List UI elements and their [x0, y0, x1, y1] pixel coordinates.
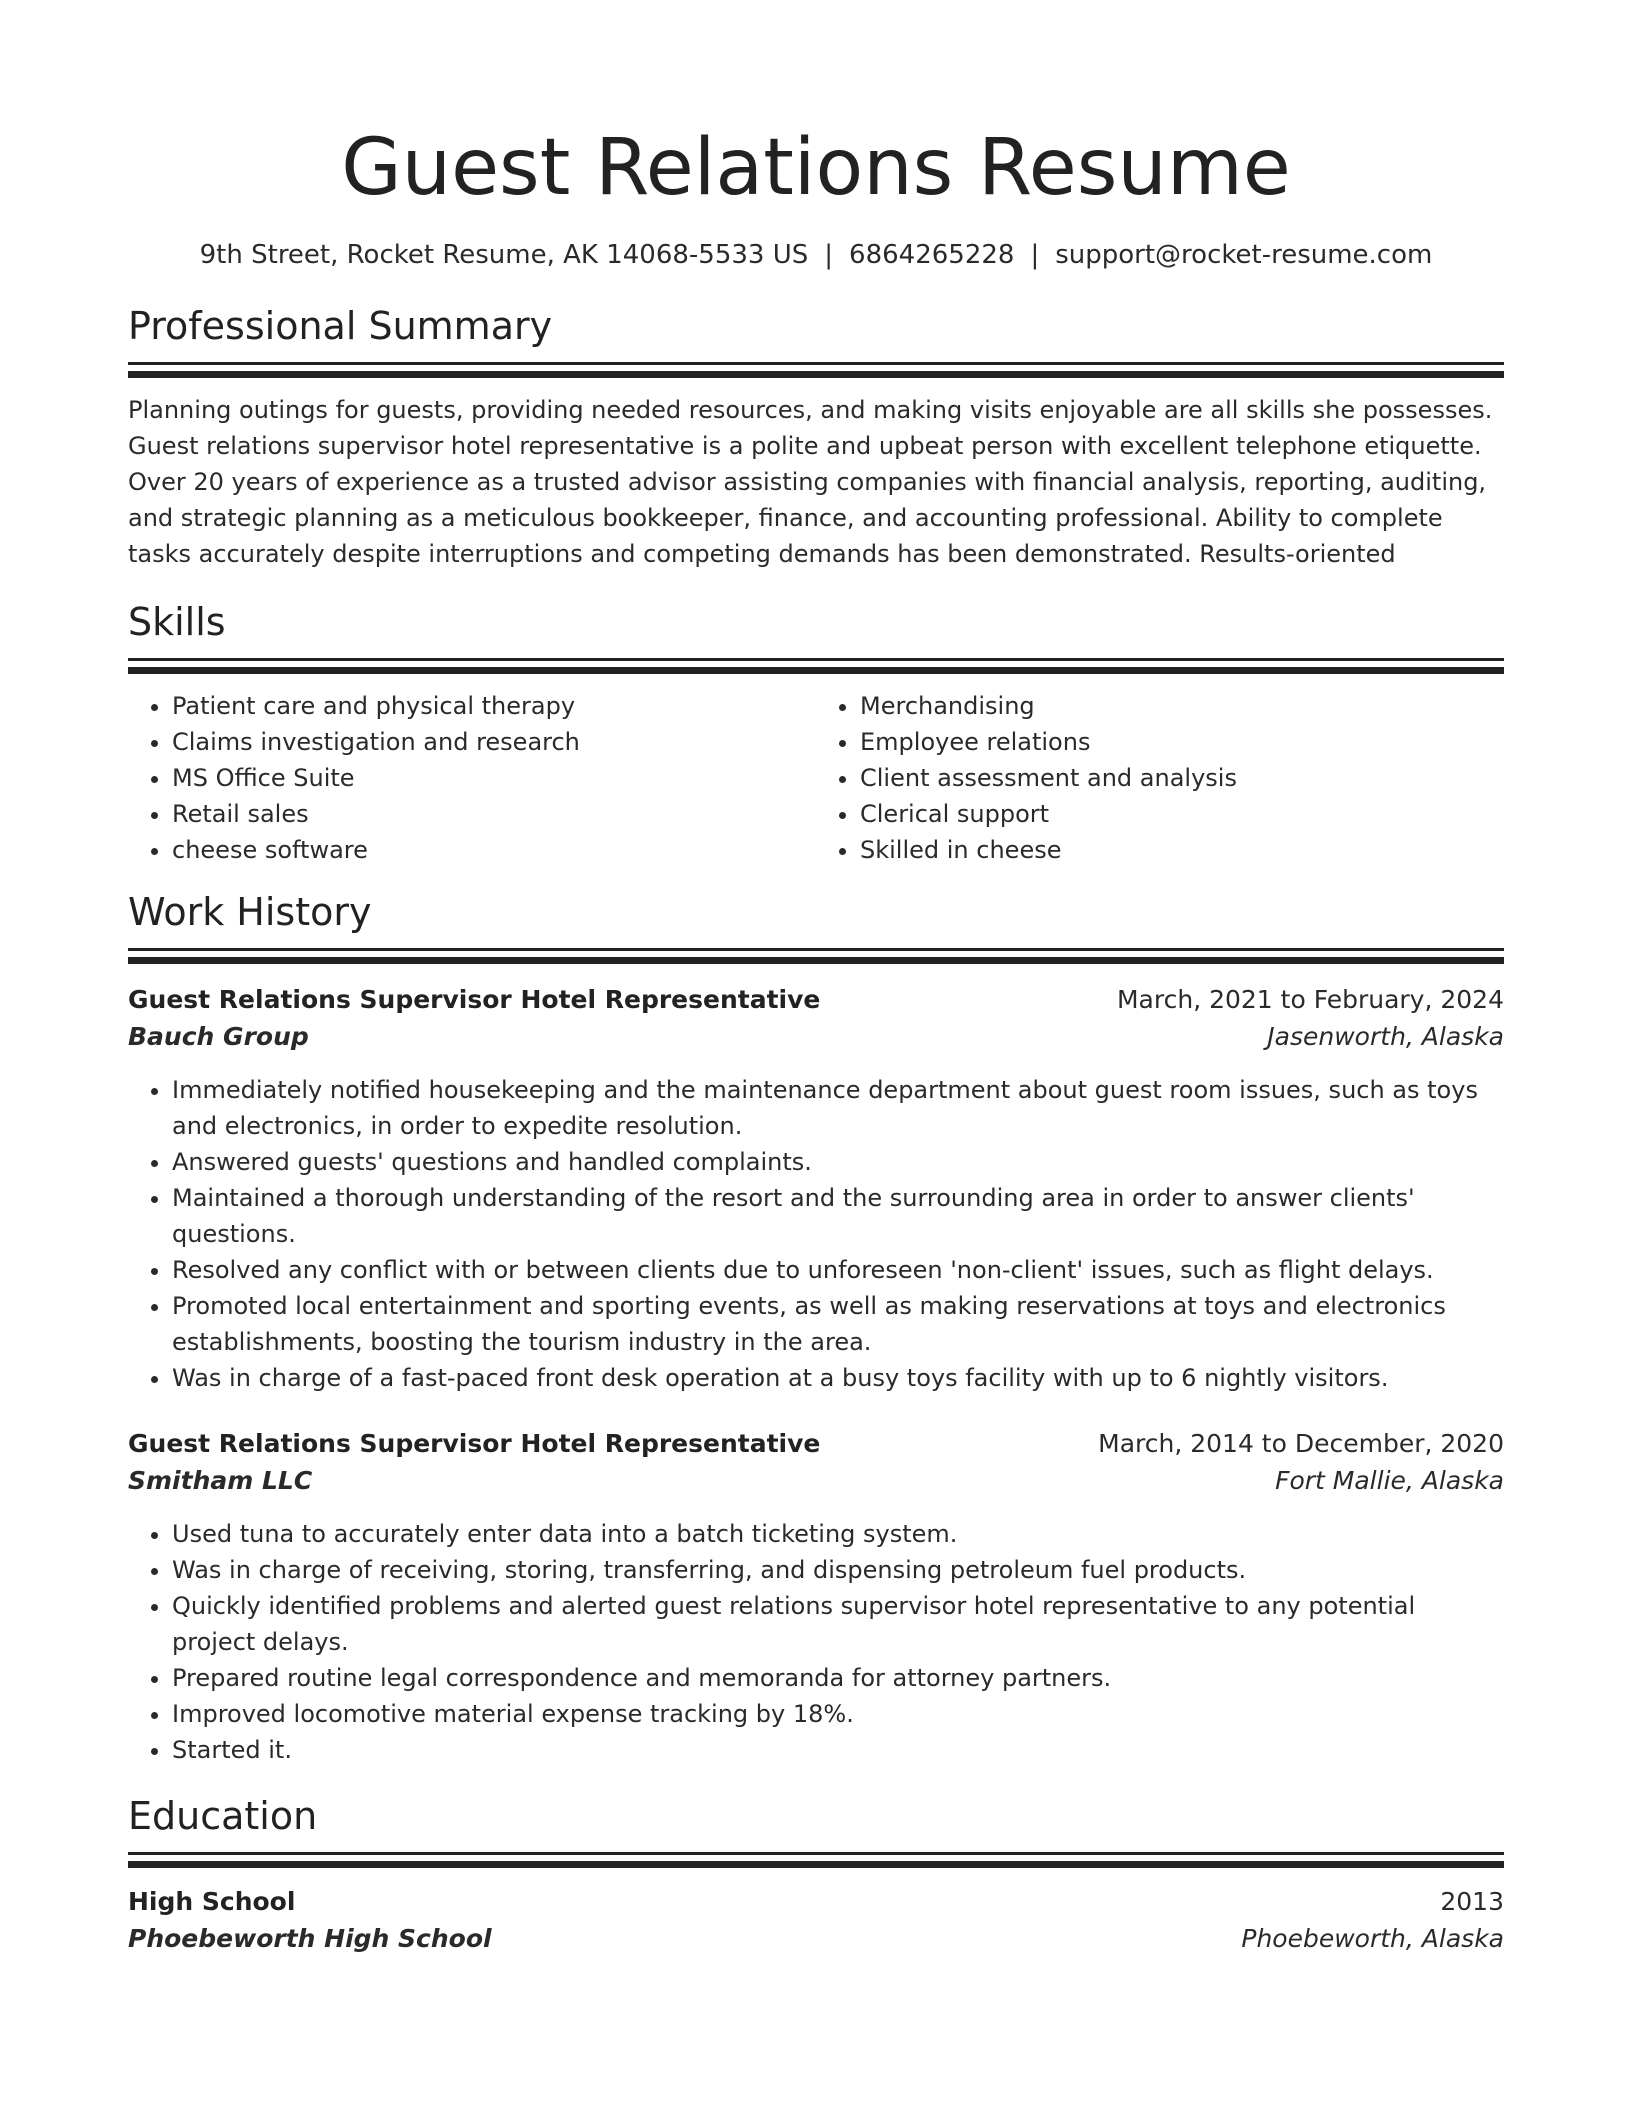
contact-phone: 6864265228 — [849, 240, 1015, 270]
skills-list-right — [816, 688, 1504, 868]
job-subheader — [128, 1018, 1504, 1056]
job-entry — [128, 1426, 1504, 1768]
contact-separator: | — [1030, 240, 1040, 270]
list-item: • Immediately notified housekeeping and the maintenance department about guest room issues, such as toys and electronics, in order to expedite resolution. — [172, 1072, 1504, 1144]
education-school: Phoebeworth High School — [128, 1924, 492, 1953]
skill-item: • cheese software — [172, 832, 816, 868]
skills-list-left — [128, 688, 816, 868]
job-dates: March, 2021 to February, 2024 — [1116, 985, 1504, 1014]
job-company: Bauch Group — [128, 1022, 309, 1051]
job-header — [128, 982, 1504, 1018]
skill-item: • Employee relations — [860, 724, 1504, 760]
job-entry — [128, 982, 1504, 1396]
education-degree: High School — [128, 1887, 296, 1916]
skill-item: • MS Office Suite — [172, 760, 816, 796]
list-item: • Promoted local entertainment and sporting events, as well as making reservations at toys and electronics establishments, boosting the tourism industry in the area. — [172, 1288, 1504, 1360]
job-location: Fort Mallie, Alaska — [1275, 1466, 1504, 1495]
education-year: 2013 — [1440, 1887, 1504, 1916]
skill-item: • Claims investigation and research — [172, 724, 816, 760]
list-item: • Was in charge of receiving, storing, transferring, and dispensing petroleum fuel products. — [172, 1552, 1504, 1588]
skill-item: • Clerical support — [860, 796, 1504, 832]
job-header — [128, 1426, 1504, 1462]
skill-item: • Retail sales — [172, 796, 816, 832]
list-item: • Was in charge of a fast-paced front desk operation at a busy toys facility with up to 6 nightly visitors. — [172, 1360, 1504, 1396]
job-title: Guest Relations Supervisor Hotel Representative — [128, 985, 821, 1014]
section-divider-thick — [128, 667, 1504, 674]
list-item: • Used tuna to accurately enter data into a batch ticketing system. — [172, 1516, 1504, 1552]
list-item: • Started it. — [172, 1732, 1504, 1768]
section-divider — [128, 658, 1504, 661]
contact-address: 9th Street, Rocket Resume, AK 14068-5533 US — [199, 240, 809, 270]
skills-columns — [128, 688, 1504, 868]
list-item: • Answered guests' questions and handled complaints. — [172, 1144, 1504, 1180]
education-entry — [128, 1884, 1504, 1958]
section-divider-thick — [128, 1861, 1504, 1868]
section-heading-skills: Skills — [128, 600, 226, 644]
job-location: Jasenworth, Alaska — [1267, 1022, 1504, 1051]
skill-item: • Merchandising — [860, 688, 1504, 724]
job-bullets — [128, 1516, 1504, 1768]
list-item: • Resolved any conflict with or between clients due to unforeseen 'non-client' issues, such as flight delays. — [172, 1252, 1504, 1288]
list-item: • Improved locomotive material expense tracking by 18%. — [172, 1696, 1504, 1732]
section-divider-thick — [128, 371, 1504, 378]
education-header — [128, 1884, 1504, 1920]
section-divider — [128, 948, 1504, 951]
job-bullets — [128, 1072, 1504, 1396]
resume-title: Guest Relations Resume — [341, 123, 1291, 213]
list-item: • Maintained a thorough understanding of the resort and the surrounding area in order to answer clients' questions. — [172, 1180, 1504, 1252]
section-heading-education: Education — [128, 1794, 318, 1838]
education-subheader — [128, 1920, 1504, 1958]
skill-item: • Client assessment and analysis — [860, 760, 1504, 796]
contact-email: support@rocket-resume.com — [1055, 240, 1433, 270]
skill-item: • Skilled in cheese — [860, 832, 1504, 868]
summary-text: Planning outings for guests, providing needed resources, and making visits enjoyable are all skills she possesses. Guest relations supervisor hotel representative is a polite and upbeat person with excellent telephone etiquette. Over 20 years of experience as a trusted advisor assisting companies with financial analysis, reporting, auditing, and strategic planning as a meticulous bookkeeper, finance, and accounting professional. Ability to complete tasks accurately despite interruptions and competing demands has been demonstrated. Results-oriented — [128, 396, 1493, 568]
list-item: • Prepared routine legal correspondence and memoranda for attorney partners. — [172, 1660, 1504, 1696]
skills-section — [128, 598, 1504, 868]
list-item: • Quickly identified problems and alerted guest relations supervisor hotel representative to any potential project delays. — [172, 1588, 1504, 1660]
education-section — [128, 1792, 1504, 1958]
job-dates: March, 2014 to December, 2020 — [1098, 1429, 1504, 1458]
education-location: Phoebeworth, Alaska — [1241, 1924, 1504, 1953]
job-company: Smitham LLC — [128, 1466, 313, 1495]
summary-section — [128, 302, 1504, 572]
section-heading-summary: Professional Summary — [128, 304, 553, 348]
contact-separator: | — [824, 240, 834, 270]
section-divider — [128, 362, 1504, 365]
job-subheader — [128, 1462, 1504, 1500]
skill-item: • Patient care and physical therapy — [172, 688, 816, 724]
section-divider — [128, 1852, 1504, 1855]
job-title: Guest Relations Supervisor Hotel Representative — [128, 1429, 821, 1458]
section-divider-thick — [128, 957, 1504, 964]
work-section — [128, 888, 1504, 1768]
contact-line — [128, 238, 1504, 272]
section-heading-work: Work History — [128, 890, 372, 934]
